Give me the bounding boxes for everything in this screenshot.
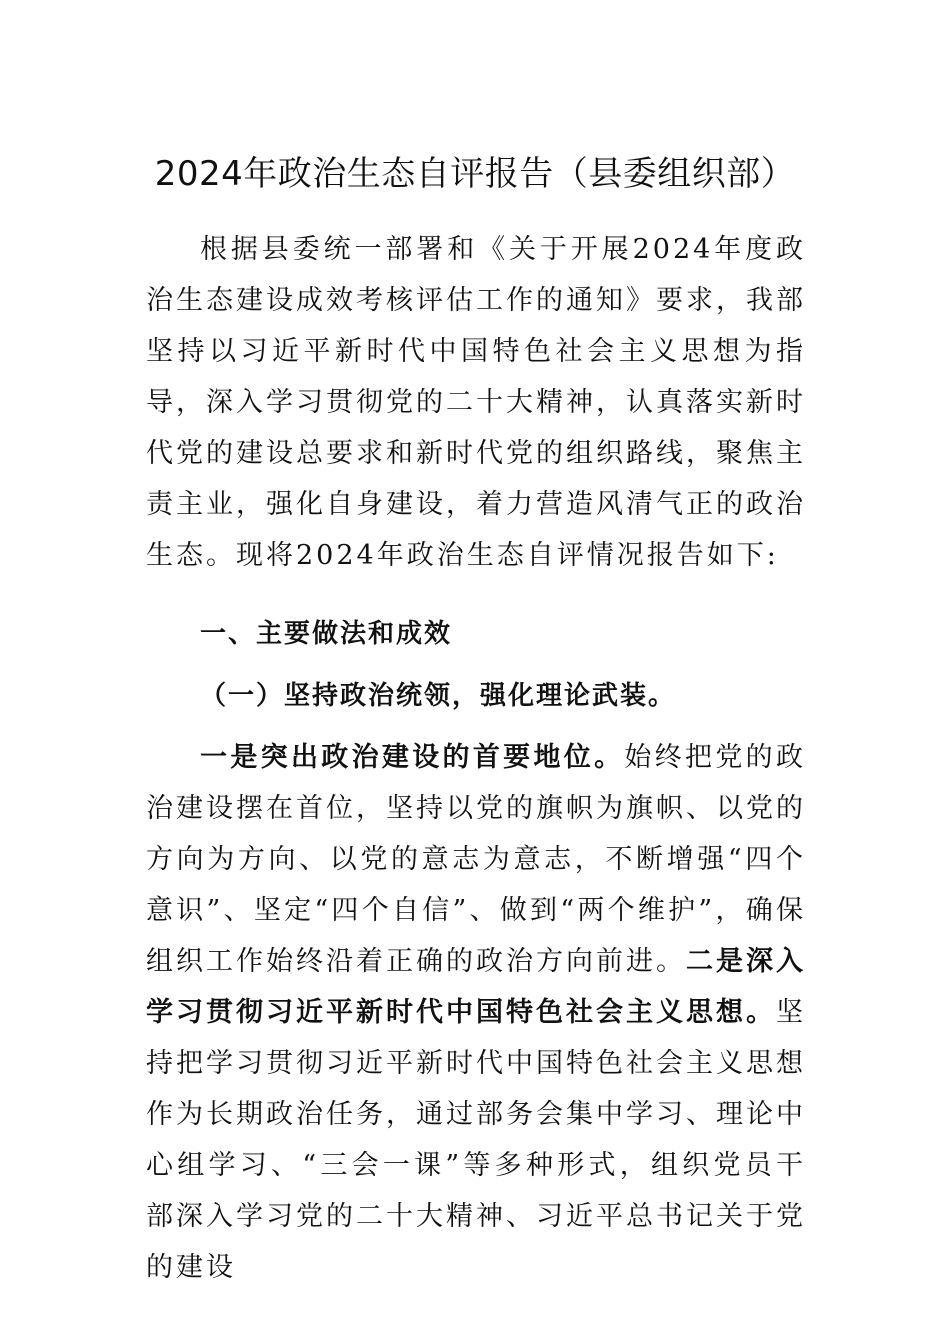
section-heading: 一、主要做法和成效 (200, 619, 453, 649)
document-title: 2024年政治生态自评报告（县委组织部） (154, 154, 796, 194)
point-one-text: 始终把党的政治建设摆在首位，坚持以党的旗帜为旗帜、以党的方向为方向、以党的意志为意志，不断增强“四个意识”、坚定“四个自信”、做到“两个维护”，确保组织工作始终沿着正确的政治方向前进。 (146, 742, 807, 977)
point-one-lead: 一是突出政治建设的首要地位。 (200, 742, 625, 773)
point-two-lead: 二是深入学习贯彻习近平新时代中国特色社会主义思想。 (146, 946, 806, 1028)
body-paragraph (146, 732, 806, 1293)
point-two-text: 坚持把学习贯彻习近平新时代中国特色社会主义思想作为长期政治任务，通过部务会集中学习、理论中心组学习、“三会一课”等多种形式，组织党员干部深入学习党的二十大精神、习近平总书记关于党的建设 (146, 997, 806, 1283)
intro-paragraph: 根据县委统一部署和《关于开展2024年度政治生态建设成效考核评估工作的通知》要求，我部坚持以习近平新时代中国特色社会主义思想为指导，深入学习贯彻党的二十大精神，认真落实新时代党的建设总要求和新时代党的组织路线，聚焦主责主业，强化自身建设，着力营造风清气正的政治生态。现将2024年政治生态自评情况报告如下: (146, 234, 806, 571)
subsection-heading: （一）坚持政治统领，强化理论武装。 (200, 681, 677, 711)
